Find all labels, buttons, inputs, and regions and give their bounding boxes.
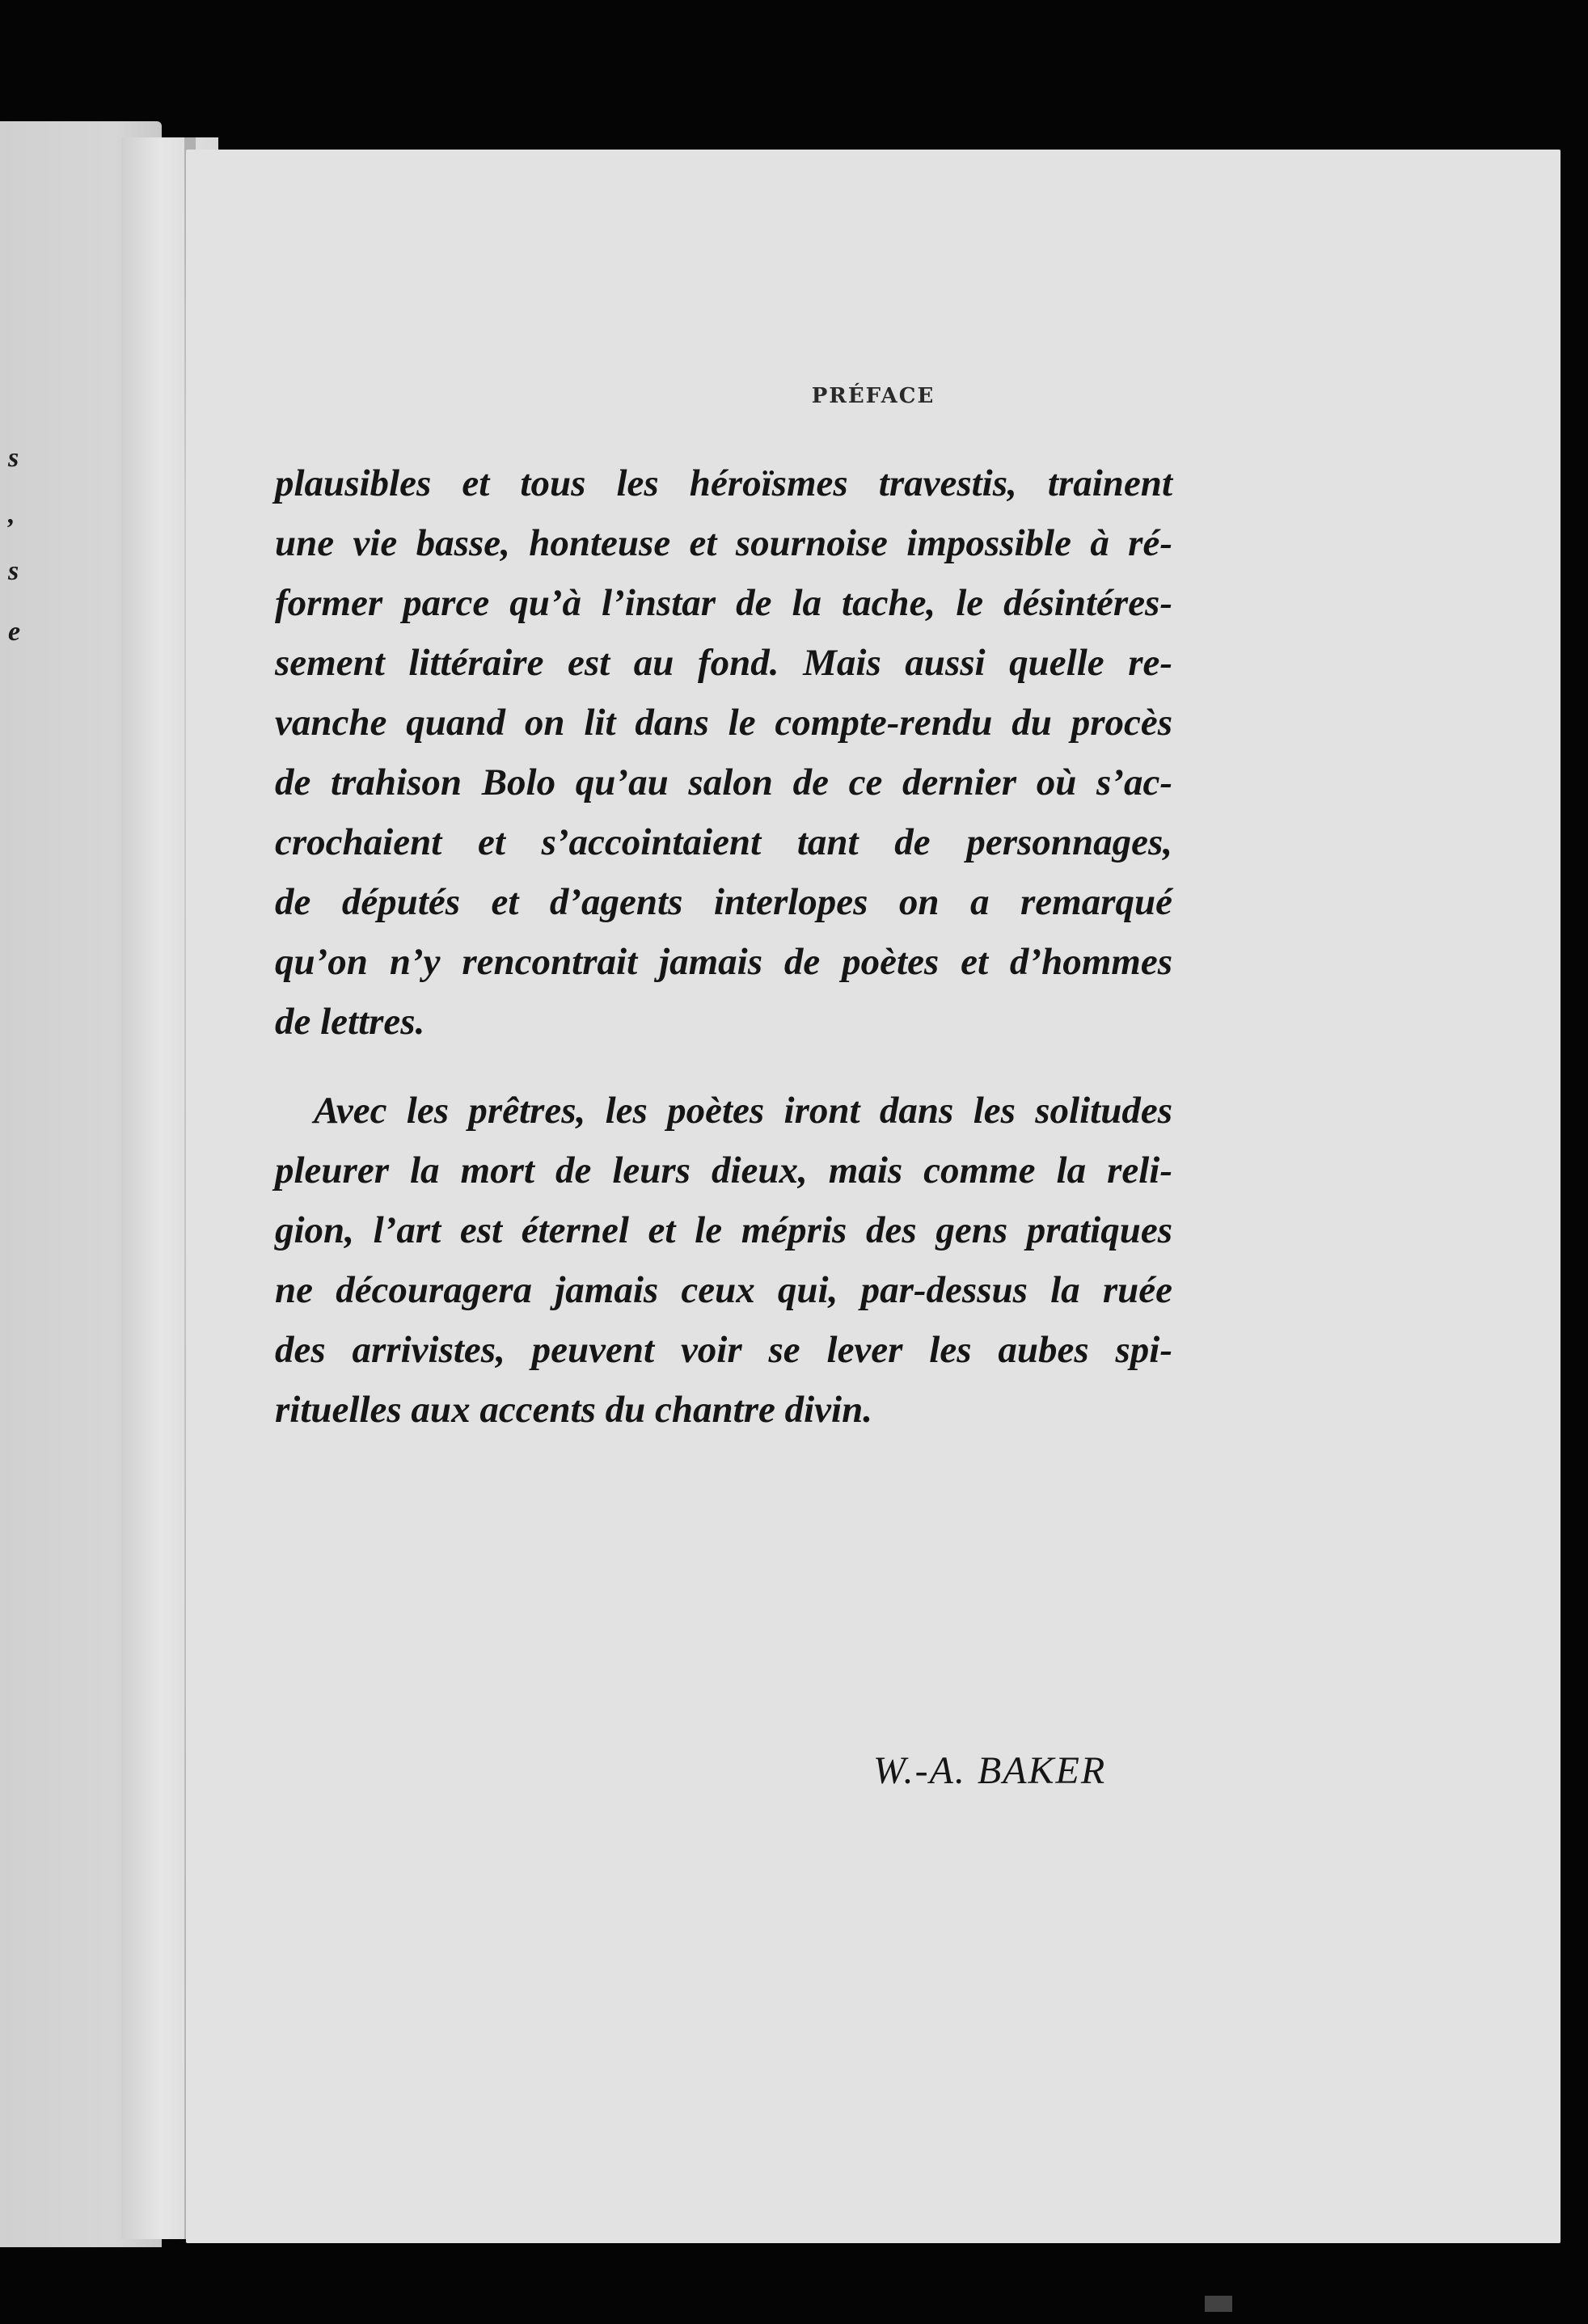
text-line: pleurer la mort de leurs dieux, mais comme la reli- — [275, 1149, 1172, 1192]
text-line: de trahison Bolo qu’au salon de ce dernier où s’ac- — [275, 761, 1172, 803]
scan-mark — [1205, 2296, 1232, 2312]
left-edge-letter: , — [8, 500, 15, 529]
text-line: qu’on n’y rencontrait jamais de poètes et d’hommes — [275, 941, 1172, 983]
page-header: PRÉFACE — [811, 384, 935, 408]
text-line: des arrivistes, peuvent voir se lever les aubes spi- — [275, 1329, 1172, 1371]
text-line: Avec les prêtres, les poètes iront dans les solitudes — [314, 1090, 1172, 1132]
text-line: former parce qu’à l’instar de la tache, le désintéres- — [275, 582, 1172, 624]
text-line: sement littéraire est au fond. Mais aussi quelle re- — [275, 642, 1172, 684]
paragraph-1 — [275, 453, 1172, 1052]
left-edge-letter: s — [8, 443, 19, 473]
text-line: crochaient et s’accointaient tant de personnages, — [275, 821, 1172, 863]
text-line: de lettres. — [275, 1001, 425, 1043]
paragraph-2 — [275, 1081, 1172, 1440]
text-line: rituelles aux accents du chantre divin. — [275, 1389, 872, 1431]
text-line: une vie basse, honteuse et sournoise impossible à ré- — [275, 522, 1172, 564]
text-line: gion, l’art est éternel et le mépris des gens pratiques — [275, 1209, 1172, 1251]
left-edge-letter: e — [8, 617, 21, 647]
text-line: ne découragera jamais ceux qui, par-dessus la ruée — [275, 1269, 1172, 1311]
book-page — [186, 150, 1561, 2243]
text-line: de députés et d’agents interlopes on a remarqué — [275, 881, 1172, 923]
page-body — [275, 453, 1172, 1440]
right-shadow — [1561, 162, 1588, 2263]
left-edge-letter: s — [8, 556, 19, 586]
text-line: plausibles et tous les héroïsmes travestis, trainent — [275, 462, 1172, 504]
text-line: vanche quand on lit dans le compte-rendu du procès — [275, 702, 1172, 744]
author-signature: W.-A. BAKER — [873, 1749, 1107, 1792]
